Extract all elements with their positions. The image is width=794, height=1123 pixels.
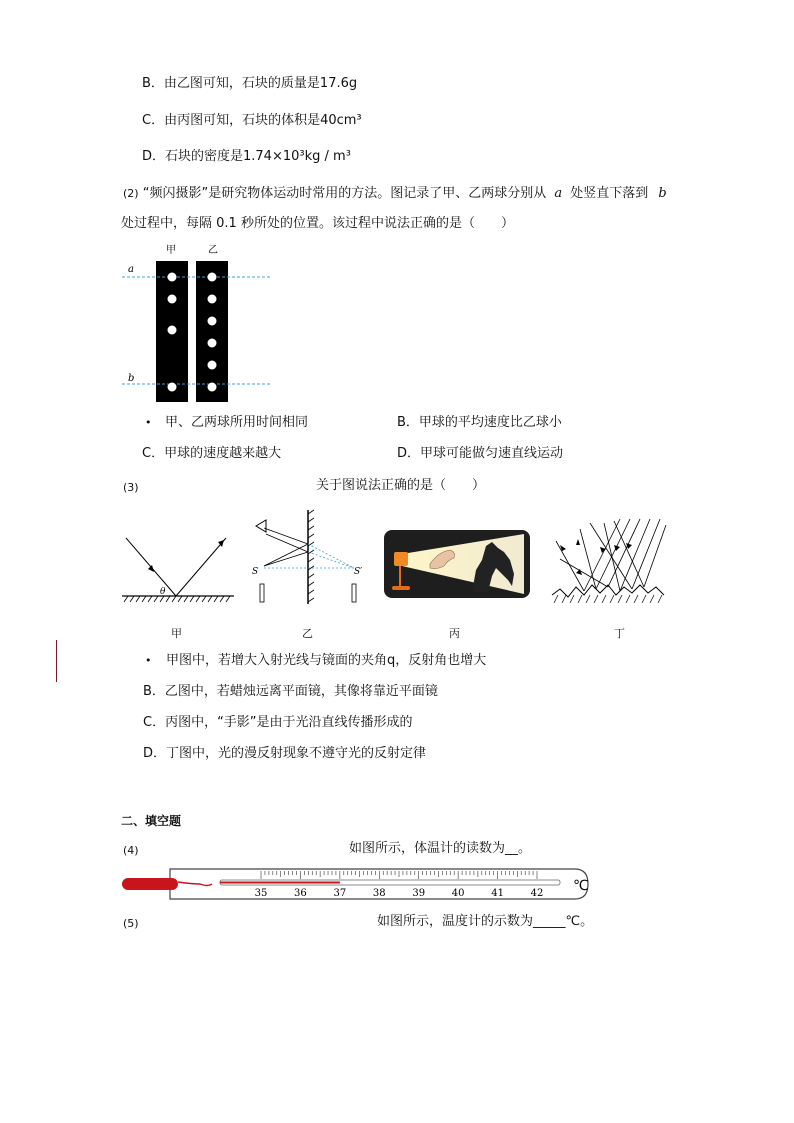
q3-figure-bing [384, 530, 530, 598]
thermometer-bulb [122, 878, 178, 890]
q2-ball-yi [208, 295, 217, 304]
tick-label: 38 [372, 888, 386, 899]
q2-var-b: b [658, 186, 667, 201]
ray [264, 544, 308, 566]
virtual-ray [308, 544, 354, 568]
q2-ball-yi [208, 339, 217, 348]
lamp-base [392, 586, 410, 590]
candle-image [352, 584, 356, 602]
q2-ball-jia [168, 326, 177, 335]
q2-number: (2) [123, 187, 139, 200]
candle [260, 584, 264, 602]
q1-option-c: C．由丙图可知，石块的体积是40cm³ [142, 113, 362, 128]
q4-number: (4) [123, 844, 139, 857]
reflected-ray [176, 538, 226, 596]
q4-stem: 如图所示，体温计的读数为__。 [349, 841, 532, 856]
q2-strip-yi [196, 261, 228, 402]
q2-strobe-figure [118, 240, 278, 405]
q3-figure-jia [118, 530, 238, 605]
q2-option-c: C．甲球的速度越来越大 [142, 446, 282, 461]
q2-option-d: D．甲球可能做匀速直线运动 [397, 446, 564, 461]
thermometer [120, 865, 590, 903]
q5-stem: 如图所示，温度计的示数为_____℃。 [377, 914, 594, 929]
q2-ball-yi [208, 361, 217, 370]
q2-stem-line1 [123, 185, 667, 203]
q3-option-a: 甲图中，若增大入射光线与镜面的夹角q，反射角也增大 [166, 653, 487, 668]
tick-label: 39 [412, 888, 426, 899]
margin-marker [56, 640, 57, 682]
mirror-hatching [308, 510, 314, 602]
theta-label: θ [160, 587, 166, 597]
tick-label: 40 [451, 888, 465, 899]
incident-arrowhead [148, 565, 154, 572]
q3-figure-yi [250, 508, 370, 608]
q2-line-b-label: b [128, 373, 135, 384]
eye-icon [256, 520, 266, 532]
lamp-head [394, 552, 408, 566]
q2-label-yi: 乙 [208, 245, 218, 256]
virtual-ray [308, 552, 354, 568]
q2-option-a-bullet: • [145, 416, 152, 429]
q3-option-c: C．丙图中，“手影”是由于光沿直线传播形成的 [143, 715, 413, 730]
s-prime-label: S′ [354, 567, 363, 577]
q2-ball-jia [168, 383, 177, 392]
tick-label: 42 [530, 888, 544, 899]
tick-label: 41 [491, 888, 504, 899]
q3-fig-label-jia: 甲 [171, 627, 182, 640]
ray [264, 552, 308, 566]
tick-label: 36 [294, 888, 307, 899]
tick-label: 37 [333, 888, 347, 899]
q2-option-a: 甲、乙两球所用时间相同 [165, 415, 309, 430]
tick-label: 35 [254, 888, 268, 899]
q3-stem: 关于图说法正确的是（ ） [316, 478, 486, 493]
unit-label: ℃ [573, 878, 589, 894]
mercury-column [220, 882, 340, 884]
q1-option-d: D．石块的密度是1.74×10³kg / m³ [142, 149, 351, 164]
section-title: 二、填空题 [121, 814, 182, 828]
surface-hatching [554, 595, 662, 603]
q2-var-a: a [554, 186, 563, 201]
q3-fig-label-ding: 丁 [614, 627, 625, 640]
q3-fig-label-bing: 丙 [449, 627, 460, 640]
q2-ball-yi [208, 383, 217, 392]
q3-option-a-bullet: • [145, 654, 152, 667]
q1-option-b: B．由乙图可知，石块的质量是17.6g [142, 76, 358, 91]
q3-fig-label-yi: 乙 [302, 627, 313, 640]
q3-option-d: D．丁图中，光的漫反射现象不遵守光的反射定律 [143, 746, 427, 761]
q5-number: (5) [123, 917, 139, 930]
q3-number: (3) [123, 481, 139, 494]
q2-label-jia: 甲 [166, 245, 176, 256]
q2-ball-yi [208, 273, 217, 282]
q2-ball-jia [168, 273, 177, 282]
q2-ball-jia [168, 295, 177, 304]
q2-stem-part2: 处竖直下落到 [570, 186, 649, 201]
q3-option-b: B．乙图中，若蜡烛远离平面镜，其像将靠近平面镜 [143, 684, 438, 699]
arrowheads [560, 539, 632, 575]
q2-ball-yi [208, 317, 217, 326]
q2-stem-line2: 处过程中，每隔 0.1 秒所处的位置。该过程中说法正确的是（ ） [121, 216, 514, 231]
q2-line-a-label: a [128, 264, 134, 275]
mirror-hatching [124, 596, 230, 602]
q3-figure-ding [550, 515, 668, 607]
q2-stem-part1: “频闪摄影”是研究物体运动时常用的方法。图记录了甲、乙两球分别从 [142, 186, 547, 201]
s-label: S [252, 567, 259, 577]
q2-option-b: B．甲球的平均速度比乙球小 [397, 415, 562, 430]
